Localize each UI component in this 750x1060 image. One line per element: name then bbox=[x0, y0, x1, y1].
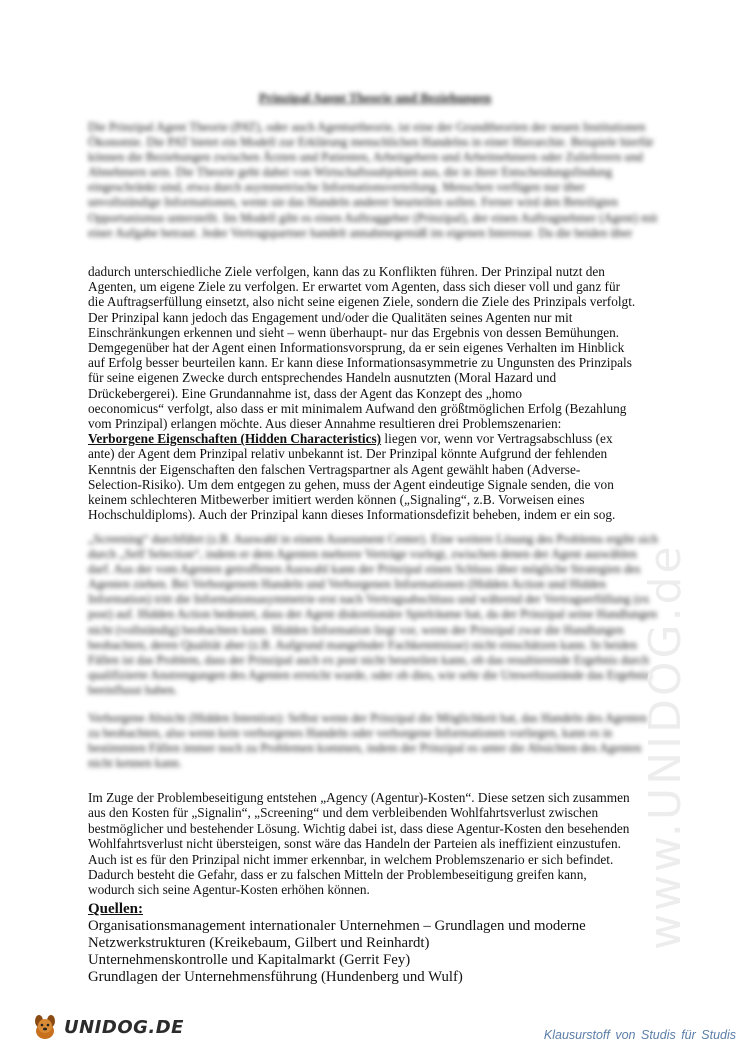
text-line: dadurch unterschiedliche Ziele verfolgen, kann das zu Konflikten führen. Der Prinzipal nutzt den bbox=[88, 264, 605, 279]
source-item: Grundlagen der Unternehmensführung (Hundenberg und Wulf) bbox=[88, 969, 463, 985]
watermark: www.UNIDOG.de bbox=[640, 543, 691, 950]
hidden-characteristics-line bbox=[88, 431, 668, 446]
text-line: ante) der Agent dem Prinzipal relativ unbekannt ist. Der Prinzipal könnte Aufgrund der fehlenden bbox=[88, 446, 608, 462]
text-line: Der Prinzipal kann jedoch das Engagement und/oder die Qualitäten seines Agenten nur mit bbox=[88, 309, 573, 325]
text-line: Agenten, um eigene Ziele zu verfolgen. Er erwartet vom Agenten, dass sich dieser voll und ganz für bbox=[88, 279, 621, 295]
source-item: Netzwerkstrukturen (Kreikebaum, Gilbert und Reinhardt) bbox=[88, 935, 430, 951]
document-title: Prinzipal Agent Theorie und Beziehungen bbox=[258, 90, 492, 105]
text-line: bestmöglicher und bestehender Lösung. Wichtig dabei ist, dass diese Agentur-Kosten den besehenden bbox=[88, 820, 630, 836]
visible-paragraph bbox=[88, 264, 668, 522]
text-line: oeconomicus“ verfolgt, also dass er mit minimalem Aufwand den größtmöglichen Erfolg (Bezahlung bbox=[88, 400, 627, 416]
text-line: die Auftragserfüllung einsetzt, also nicht seine eigenen Ziele, sondern die Ziele des Prinzipals verfolgt. bbox=[88, 294, 636, 310]
sources-heading: Quellen: bbox=[88, 901, 143, 917]
text-line: für seine eigenen Zwecke durch entsprechendes Handeln ausnutzten (Moral Hazard und bbox=[88, 370, 557, 386]
text-line: Drückebergerei). Eine Grundannahme ist, dass der Agent das Konzept des „homo bbox=[88, 385, 522, 401]
footer-tagline: Klausurstoff von Studis für Studis bbox=[543, 1028, 736, 1042]
dog-icon bbox=[30, 1012, 60, 1042]
text-line: Demgegenüber hat der Agent einen Informationsvorsprung, da er sein eigenes Verhalten im Hinblick bbox=[88, 340, 625, 356]
text-line: Hochschuldiploms). Auch der Prinzipal kann dieses Informationsdefizit beheben, indem er ein sog. bbox=[88, 507, 616, 523]
text-line: Dadurch besteht die Gefahr, dass er zu falschen Mitteln der Problembeseitigung greifen kann, bbox=[88, 867, 587, 883]
blurred-intro-paragraph: Die Prinzipal Agent Theorie (PAT), oder auch Agenturtheorie, ist eine der Grundtheorien der neuen Institutionen Ökonomie. Die PAT bietet ein Modell zur Erklärung menschlichen Handelns in einer Hierarchie. Beispiele hierfür können die Beziehungen zwischen Ärzten und Patienten, Arbeitgebern und Arbeitnehmern oder Zulieferern und Abnehmern sein. Die Theorie geht dabei von Wirtschaftssubjekten aus, die in ihrer Entscheidungsfindung eingeschränkt sind, etwa durch asymmetrische Informationsverteilung. Menschen verfügen nur über unvollständige Informationen, wenn sie das Handeln anderer beurteilen sollen. Ferner wird den Beteiligten Opportunismus unterstellt. Im Modell gibt es einen Auftraggeber (Prinzipal), der einen Auftragnehmer (Agent) mit einer Aufgabe betraut. Jeder Vertragspartner handelt annahmegemäß im eigenen Interesse. Da die beiden über bbox=[88, 120, 658, 240]
closing-paragraph bbox=[88, 790, 668, 898]
hidden-characteristics-heading: Verborgene Eigenschaften (Hidden Characteristics) bbox=[88, 431, 382, 447]
text-line: auf Erfolg besser beurteilen kann. Er kann diese Informationsasymmetrie zu Ungunsten des Prinzipals bbox=[88, 355, 632, 371]
blurred-middle-paragraph: „Screening“ durchführt (z.B. Auswahl in einem Assessment Center). Eine weitere Lösung des Problems ergibt sich durch „Self Selection“, indem er dem Agenten mehrere Verträge vorlegt, zwischen denen der Agent auswählen darf. Aus der vom Agenten getroffenen Auswahl kann der Prinzipal einen Schluss über mögliche Strategien des Agenten ziehen. Bei Verborgenem Handeln und Verborgenen Informationen (Hidden Action und Hidden Information) tritt die Informationsasymmetrie erst nach Vertragsabschluss und während der Vertragserfüllung (ex post) auf. Hidden Action bedeutet, dass der Agent diskretionäre Spielräume hat, da der Prinzipal seine Handlungen nicht (vollständig) beobachten kann. Hidden Information liegt vor, wenn der Prinzipal zwar die Handlungen beobachten, deren Qualität aber (z.B. Aufgrund mangelnder Fachkenntnisse) nicht einschätzen kann. In beiden Fällen ist das Problem, dass der Prinzipal auch ex post nicht beurteilen kann, ob das resultierende Ergebnis durch qualifizierte Anstrengungen des Agenten erreicht wurde, oder ob dies, wie sehr die Umweltzustände das Ergebnis beeinflusst haben. bbox=[88, 532, 658, 697]
text-line: Kenntnis der Eigenschaften den falschen Vertragspartner als Agent gewählt haben (Adverse- bbox=[88, 461, 581, 477]
text-line: Selection-Risiko). Um dem entgegen zu gehen, muss der Agent eindeutige Signale senden, die von bbox=[88, 476, 614, 492]
text-line: aus den Kosten für „Signalin“, „Screening“ und dem verbleibenden Wohlfahrtsverlust zwischen bbox=[88, 805, 599, 821]
unidog-logo[interactable] bbox=[30, 1012, 184, 1042]
text-line: Auch ist es für den Prinzipal nicht immer erkennbar, in welchem Problemszenario er sich befindet. bbox=[88, 851, 614, 867]
text-line: Wohlfahrtsverlust nicht übersteigen, sonst wäre das Handeln der Parteien als ineffizient einzustufen. bbox=[88, 836, 621, 852]
logo-text: UNIDOG.DE bbox=[64, 1016, 184, 1038]
blurred-last-paragraph: Verborgene Absicht (Hidden Intention): Selbst wenn der Prinzipal die Möglichkeit hat, das Handeln des Agenten zu beobachten, also wenn kein verborgenes Handeln oder verborgene Informationen vorliegen, kann es in bestimmten Fällen immer noch zu Problemen kommen, indem der Prinzipal es unter die Absichten des Agenten nicht kennen kann. bbox=[88, 711, 647, 771]
text-fragment: liegen vor, wenn vor Vertragsabschluss (ex bbox=[381, 431, 613, 447]
text-line: Im Zuge der Problembeseitigung entstehen „Agency (Agentur)-Kosten“. Diese setzen sich zusammen bbox=[88, 790, 630, 805]
text-line: vom Prinzipal) erlangen möchte. Aus dieser Annahme resultieren drei Problemszenarien: bbox=[88, 416, 562, 432]
text-line: Einschränkungen erkennen und sieht – wenn überhaupt- nur das Ergebnis von dessen Bemühungen. bbox=[88, 324, 620, 340]
source-item: Unternehmenskontrolle und Kapitalmarkt (Gerrit Fey) bbox=[88, 952, 411, 968]
text-line: keinem schlechteren Mitbewerber imitiert werden können („Signaling“, z.B. Vorweisen eines bbox=[88, 492, 585, 508]
source-item: Organisationsmanagement internationaler Unternehmen – Grundlagen und moderne bbox=[88, 918, 586, 934]
text-line: wodurch sich seine Agentur-Kosten erhöhen können. bbox=[88, 882, 370, 898]
sources-section bbox=[88, 901, 648, 986]
